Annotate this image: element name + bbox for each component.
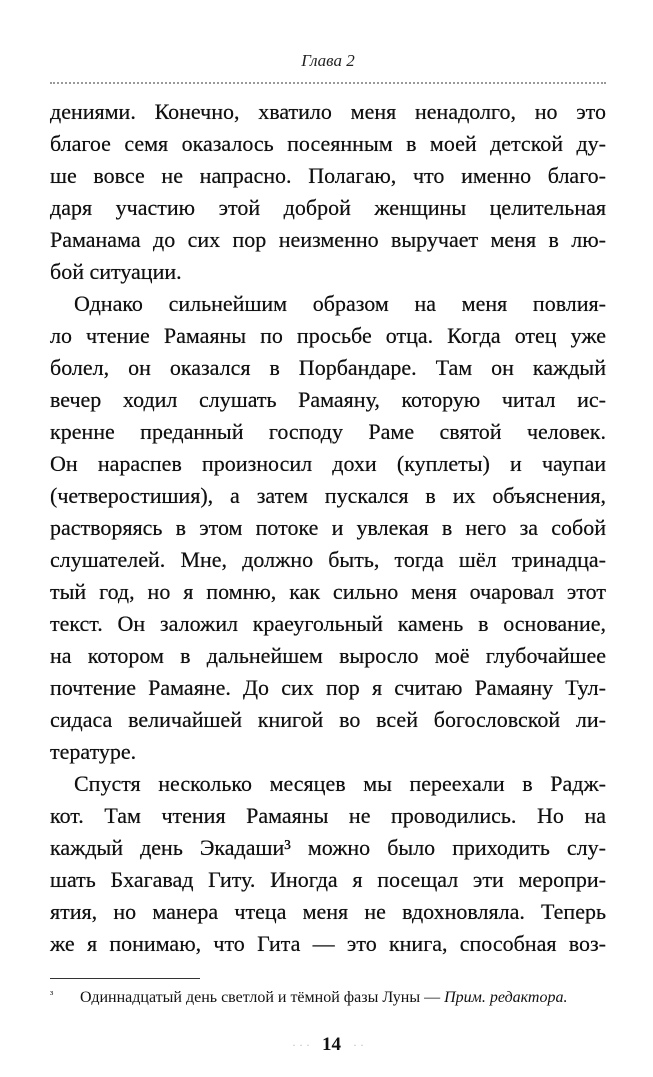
text-line: Он нараспев произносил дохи (куплеты) и чаупаи (50, 451, 606, 476)
footnote-divider (50, 978, 200, 979)
text-line: тературе. (50, 739, 137, 764)
text-line: ше вовсе не напрасно. Полагаю, что именно благо- (50, 163, 606, 188)
page-number-ornament-right: · · (353, 1037, 364, 1052)
text-line: кот. Там чтения Рамаяны не проводились. Но на (50, 803, 606, 828)
text-line: растворяясь в этом потоке и увлекая в него за собой (50, 515, 606, 540)
page-number-ornament-left: · · · (292, 1037, 310, 1052)
text-line: тый год, но я помню, как сильно меня очаровал этот (50, 579, 606, 604)
text-line: шать Бхагавад Гиту. Иногда я посещал эти меропри- (50, 867, 606, 892)
text-line: даря участию этой доброй женщины целительная (50, 195, 606, 220)
text-line: ятия, но манера чтеца меня не вдохновляла. Теперь (50, 899, 606, 924)
text-line: слушателей. Мне, должно быть, тогда шёл тринадца- (50, 547, 606, 572)
paragraph (50, 768, 606, 960)
text-line: бой ситуации. (50, 259, 182, 284)
paragraph (50, 288, 606, 768)
paragraph (50, 96, 606, 288)
text-line: ло чтение Рамаяны по просьбе отца. Когда отец уже (50, 323, 606, 348)
running-header: Глава 2 (301, 51, 355, 70)
text-line: дениями. Конечно, хватило меня ненадолго, но это (50, 99, 606, 124)
body-text (50, 96, 606, 960)
footnote (50, 987, 606, 1009)
text-line: благое семя оказалось посеянным в моей детской ду- (50, 131, 606, 156)
page-number-row (50, 1033, 606, 1057)
text-line: Однако сильнейшим образом на меня повлия- (74, 291, 606, 316)
text-line: же я понимаю, что Гита — это книга, способная воз- (50, 931, 606, 956)
text-line: болел, он оказался в Порбандаре. Там он каждый (50, 355, 606, 380)
text-line: вечер ходил слушать Рамаяну, которую читал ис- (50, 387, 606, 412)
footnote-editor-note: Прим. редактора. (444, 989, 568, 1006)
footnote-body (80, 987, 606, 1009)
text-line: Спустя несколько месяцев мы переехали в Радж- (74, 771, 606, 796)
text-line: Раманама до сих пор неизменно выручает меня в лю- (50, 227, 606, 252)
header-divider (50, 82, 606, 84)
text-line: сидаса величайшей книгой во всей богословской ли- (50, 707, 606, 732)
text-line: каждый день Экадаши³ можно было приходить слу- (50, 835, 606, 860)
text-line: (четверостишия), а затем пускался в их объяснения, (50, 483, 606, 508)
text-line: почтение Рамаяне. До сих пор я считаю Рамаяну Тул- (50, 675, 606, 700)
footnote-mark: ³ (50, 989, 54, 1001)
footnote-text: Одиннадцатый день светлой и тёмной фазы Луны — (80, 989, 445, 1006)
text-line: текст. Он заложил краеугольный камень в основание, (50, 611, 606, 636)
text-line: кренне преданный господу Раме святой человек. (50, 419, 606, 444)
page-number: 14 (322, 1034, 341, 1055)
text-line: на котором в дальнейшем выросло моё глубочайшее (50, 643, 606, 668)
